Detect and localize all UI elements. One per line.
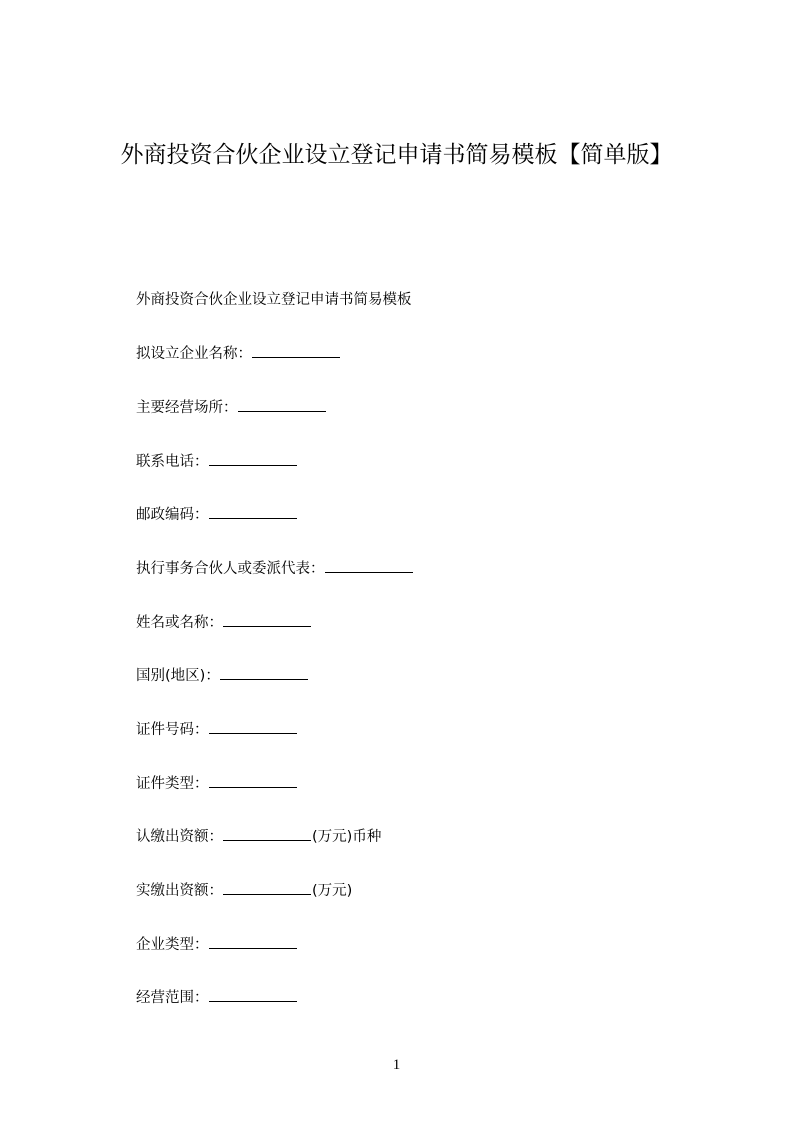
fill-blank[interactable] — [209, 504, 297, 519]
fill-blank[interactable] — [209, 773, 297, 788]
field-row-phone — [136, 451, 298, 473]
field-row-enterprise-name — [136, 343, 341, 365]
field-row-name — [136, 612, 312, 634]
fill-blank[interactable] — [252, 343, 340, 358]
field-row-id-number — [136, 719, 298, 741]
field-label: 证件类型： — [136, 776, 209, 792]
field-row-paid-capital — [136, 880, 352, 902]
document-subtitle: 外商投资合伙企业设立登记申请书简易模板 — [136, 292, 412, 308]
field-label: 邮政编码： — [136, 507, 209, 523]
fill-blank[interactable] — [209, 719, 297, 734]
field-row-country — [136, 665, 309, 687]
field-label: 实缴出资额： — [136, 883, 223, 899]
fill-blank[interactable] — [223, 612, 311, 627]
field-label: 国别(地区)： — [136, 668, 220, 684]
field-label: 主要经营场所： — [136, 400, 238, 416]
fill-blank[interactable] — [220, 665, 308, 680]
field-suffix: (万元)币种 — [312, 829, 382, 845]
field-label: 认缴出资额： — [136, 829, 223, 845]
field-label: 经营范围： — [136, 990, 209, 1006]
field-label: 执行事务合伙人或委派代表： — [136, 561, 325, 577]
fill-blank[interactable] — [325, 558, 413, 573]
page-title: 外商投资合伙企业设立登记申请书简易模板【简单版】 — [120, 142, 673, 168]
fill-blank[interactable] — [209, 934, 297, 949]
fill-blank[interactable] — [223, 826, 311, 841]
field-row-subscribed-capital — [136, 826, 381, 848]
field-label: 姓名或名称： — [136, 615, 223, 631]
fill-blank[interactable] — [238, 397, 326, 412]
page-number: 1 — [392, 1057, 401, 1073]
field-row-business-scope — [136, 987, 298, 1009]
field-label: 联系电话： — [136, 454, 209, 470]
field-suffix: (万元) — [312, 883, 353, 899]
field-label: 企业类型： — [136, 937, 209, 953]
field-row-executive-partner — [136, 558, 414, 580]
field-row-business-location — [136, 397, 327, 419]
field-row-enterprise-type — [136, 934, 298, 956]
fill-blank[interactable] — [209, 451, 297, 466]
fill-blank[interactable] — [209, 987, 297, 1002]
field-row-id-type — [136, 773, 298, 795]
field-label: 拟设立企业名称： — [136, 346, 252, 362]
fill-blank[interactable] — [223, 880, 311, 895]
field-label: 证件号码： — [136, 722, 209, 738]
field-row-postal-code — [136, 504, 298, 526]
